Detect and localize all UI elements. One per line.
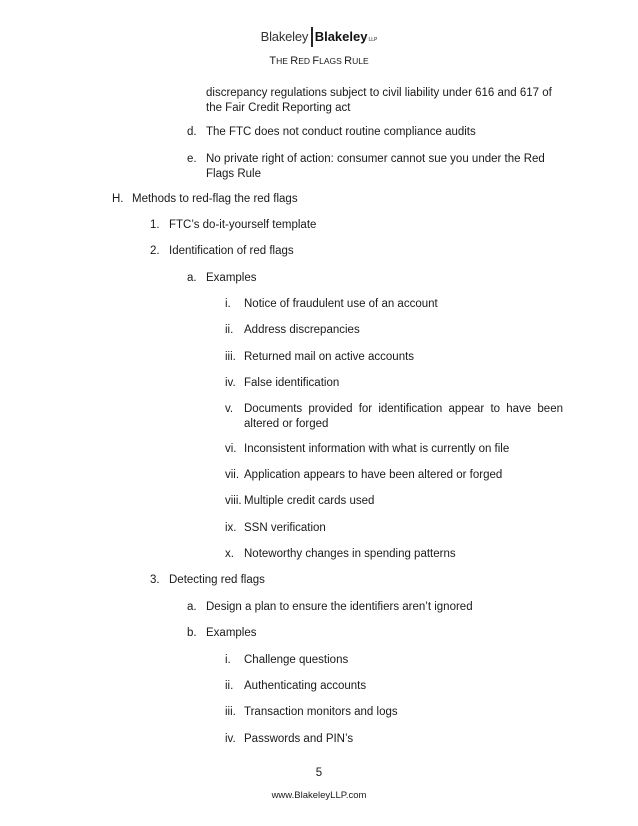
list-item xyxy=(0,244,638,260)
list-text: Application appears to have been altered or forged xyxy=(244,469,503,481)
list-item xyxy=(0,376,638,392)
list-item xyxy=(0,442,638,458)
list-label: H. xyxy=(112,193,124,205)
list-text: Documents provided for identification appear to have been altered or forged xyxy=(244,403,563,430)
list-text: Detecting red flags xyxy=(169,574,265,586)
list-label: viii. xyxy=(225,495,242,507)
list-label: 1. xyxy=(150,219,160,231)
logo-left-text: Blakeley xyxy=(260,29,309,44)
list-item xyxy=(0,653,638,669)
list-label: a. xyxy=(187,272,197,284)
firm-logo xyxy=(0,27,638,50)
list-label: iv. xyxy=(225,733,236,745)
page-number: 5 xyxy=(315,767,323,779)
list-text: Notice of fraudulent use of an account xyxy=(244,298,438,310)
list-item xyxy=(0,732,638,748)
list-label: 3. xyxy=(150,574,160,586)
list-item xyxy=(0,125,638,141)
list-text: Examples xyxy=(206,272,257,284)
list-item xyxy=(0,323,638,339)
list-text: Authenticating accounts xyxy=(244,680,367,692)
logo-right-text: Blakeley xyxy=(314,29,368,44)
list-text: Methods to red-flag the red flags xyxy=(132,193,298,205)
list-label: vii. xyxy=(225,469,240,481)
list-text: False identification xyxy=(244,377,340,389)
list-item xyxy=(0,573,638,589)
list-label: 2. xyxy=(150,245,160,257)
list-text: No private right of action: consumer cannot sue you under the Red Flags Rule xyxy=(206,153,545,180)
list-item xyxy=(0,547,638,563)
list-text: Returned mail on active accounts xyxy=(244,351,415,363)
list-label: i. xyxy=(225,654,231,666)
list-label: iv. xyxy=(225,377,236,389)
list-label: ix. xyxy=(225,522,237,534)
list-label: x. xyxy=(225,548,234,560)
list-label: iii. xyxy=(225,706,236,718)
list-label: ii. xyxy=(225,324,234,336)
list-item xyxy=(0,521,638,537)
list-item xyxy=(0,626,638,642)
list-item xyxy=(0,271,638,287)
list-label: i. xyxy=(225,298,231,310)
list-item xyxy=(0,600,638,616)
list-item xyxy=(0,297,638,313)
list-item xyxy=(0,218,638,234)
logo-divider xyxy=(311,27,313,47)
list-item xyxy=(0,468,638,484)
list-text: Transaction monitors and logs xyxy=(244,706,398,718)
list-text: The FTC does not conduct routine compliance audits xyxy=(206,126,476,138)
list-label: ii. xyxy=(225,680,234,692)
list-item xyxy=(0,494,638,510)
list-label: v. xyxy=(225,403,234,415)
list-item xyxy=(0,350,638,366)
list-item xyxy=(0,705,638,721)
logo-suffix: LLP xyxy=(368,37,378,43)
list-text: Multiple credit cards used xyxy=(244,495,375,507)
list-label: iii. xyxy=(225,351,236,363)
list-text: SSN verification xyxy=(244,522,326,534)
list-text: Passwords and PIN’s xyxy=(244,733,354,745)
footer-website: www.BlakeleyLLP.com xyxy=(271,790,367,801)
list-text: Noteworthy changes in spending patterns xyxy=(244,548,456,560)
list-label: b. xyxy=(187,627,197,639)
list-text: Inconsistent information with what is currently on file xyxy=(244,443,510,455)
list-item xyxy=(0,152,638,182)
list-label: d. xyxy=(187,126,197,138)
list-text: Design a plan to ensure the identifiers aren’t ignored xyxy=(206,601,473,613)
list-label: a. xyxy=(187,601,197,613)
list-item xyxy=(0,402,638,432)
list-text: Address discrepancies xyxy=(244,324,360,336)
list-label: e. xyxy=(187,153,197,165)
list-text: Examples xyxy=(206,627,257,639)
list-label: vi. xyxy=(225,443,237,455)
continuation-text: discrepancy regulations subject to civil liability under 616 and 617 of the Fair Credit Reporting act xyxy=(206,87,552,114)
list-item xyxy=(0,192,638,208)
list-item xyxy=(0,679,638,695)
list-text: Identification of red flags xyxy=(169,245,294,257)
list-text: Challenge questions xyxy=(244,654,349,666)
running-title: THE RED FLAGS RULE xyxy=(269,55,369,67)
list-text: FTC’s do-it-yourself template xyxy=(169,219,317,231)
